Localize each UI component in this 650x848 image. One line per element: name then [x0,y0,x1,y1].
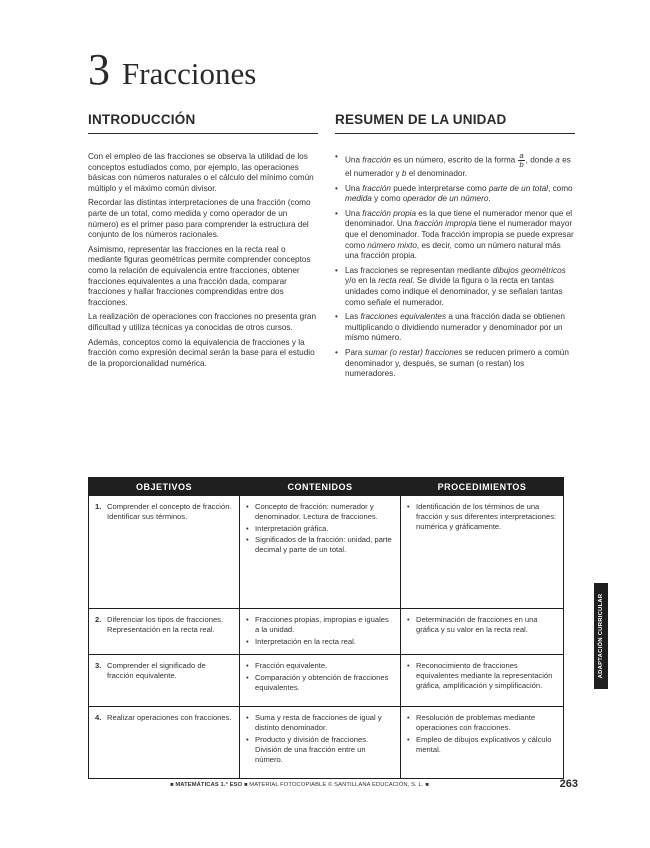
chapter-title: Fracciones [122,56,257,91]
summary-item: • Una fracción puede interpretarse como parte de un total, como medida y como operador de un número. [335,184,575,205]
intro-paragraph: Recordar las distintas interpretaciones de una fracción (como parte de un total, como medida y como operador de un número) es el primer paso para comprender la estructura del conjunto de los números racionales. [88,198,311,240]
table-row [89,707,564,779]
side-tab [594,583,608,689]
summary-heading: RESUMEN DE LA UNIDAD [335,112,575,134]
table-row [89,496,564,609]
intro-paragraph: La realización de operaciones con fracciones no presenta gran dificultad y utiliza técnicas ya conocidas de otros cursos. [88,312,317,332]
introduction-heading: INTRODUCCIÓN [88,112,318,134]
objective-cell: 1. Comprender el concepto de fracción. Identificar sus términos. [89,496,240,609]
contents-cell: • Suma y resta de fracciones de igual y distinto denominador. • Producto y división de fracciones. División de una fracción entre un número. [240,707,401,779]
summary-item: • Las fracciones equivalentes a una fracción dada se obtienen multiplicando o dividiendo numerador y denominador por un mismo número. [335,312,575,344]
procedures-cell: • Determinación de fracciones en una gráfica y su valor en la recta real. [401,609,564,655]
summary-list [335,152,575,380]
footer-text: ■ MATEMÁTICAS 1.° ESO ■ MATERIAL FOTOCOPIABLE © SANTILLANA EDUCACIÓN, S. L. ■ [170,782,429,788]
summary-item: • Las fracciones se representan mediante dibujos geométricos y/o en la recta real. Se divide la figura o la recta en tantas unidades como indique el denominador, y se señalan tantas como señale el numerador. [335,266,575,308]
intro-paragraph: Con el empleo de las fracciones se observa la utilidad de los conceptos estudiados como, por ejemplo, las operaciones básicas con números naturales o el cálculo del mínimo común múltiplo y el máximo común divisor. [88,152,314,193]
table-row [89,655,564,707]
header-objectives: OBJETIVOS [89,478,240,496]
summary-item: • Una fracción es un número, escrito de la forma $\frac{a}{b}$ , donde a es el numerador y b el denominador. [335,152,575,180]
table-row [89,609,564,655]
curriculum-table [88,477,564,779]
summary-section [335,112,575,384]
procedures-cell: • Identificación de los términos de una fracción y sus diferentes interpretaciones: numérica y gráficamente. [401,496,564,609]
contents-cell: • Concepto de fracción: numerador y denominador. Lectura de fracciones. • Interpretación gráfica. • Significados de la fracción: unidad, parte decimal y parte de un total. [240,496,401,609]
intro-paragraph: Además, conceptos como la equivalencia de fracciones y la fracción como expresión decimal serán la base para el estudio de la proporcionalidad numérica. [88,337,315,368]
page-number: 263 [559,778,578,790]
objective-cell: 4. Realizar operaciones con fracciones. [89,707,240,779]
objective-cell: 3. Comprender el significado de fracción equivalente. [89,655,240,707]
summary-item: • Una fracción propia es la que tiene el numerador menor que el denominador. Una fracción impropia tiene el numerador mayor que el denominador. Toda fracción impropia se puede expresar como número mixto, es decir, como un número natural más una fracción propia. [335,209,575,262]
header-procedures: PROCEDIMIENTOS [401,478,564,496]
chapter-header [88,44,256,95]
introduction-section [88,112,318,373]
contents-cell: • Fracciones propias, impropias e iguales a la unidad. • Interpretación en la recta real. [240,609,401,655]
summary-item: • Para sumar (o restar) fracciones se reducen primero a común denominador y, después, se suman (o restan) los numeradores. [335,348,575,380]
side-tab-label: ADAPTACIÓN CURRICULAR [598,593,604,679]
objective-cell: 2. Diferenciar los tipos de fracciones. Representación en la recta real. [89,609,240,655]
table-header-row [89,478,564,496]
intro-paragraph: Asimismo, representar las fracciones en la recta real o mediante figuras geométricas permite comprender conceptos como la relación de equivalencia entre fracciones, obtener fracciones equivalentes a una fracción dada, comparar fracciones y hallar fracciones comprendidas entre dos fracciones. [88,244,311,307]
chapter-number: 3 [88,45,110,94]
fraction-a-over-b: $\frac{a}{b}$ [519,151,524,169]
procedures-cell: • Reconocimiento de fracciones equivalentes mediante la representación gráfica, amplificación y simplificación. [401,655,564,707]
header-contents: CONTENIDOS [240,478,401,496]
contents-cell: • Fracción equivalente. • Comparación y obtención de fracciones equivalentes. [240,655,401,707]
procedures-cell: • Resolución de problemas mediante operaciones con fracciones. • Empleo de dibujos explicativos y cálculo mental. [401,707,564,779]
